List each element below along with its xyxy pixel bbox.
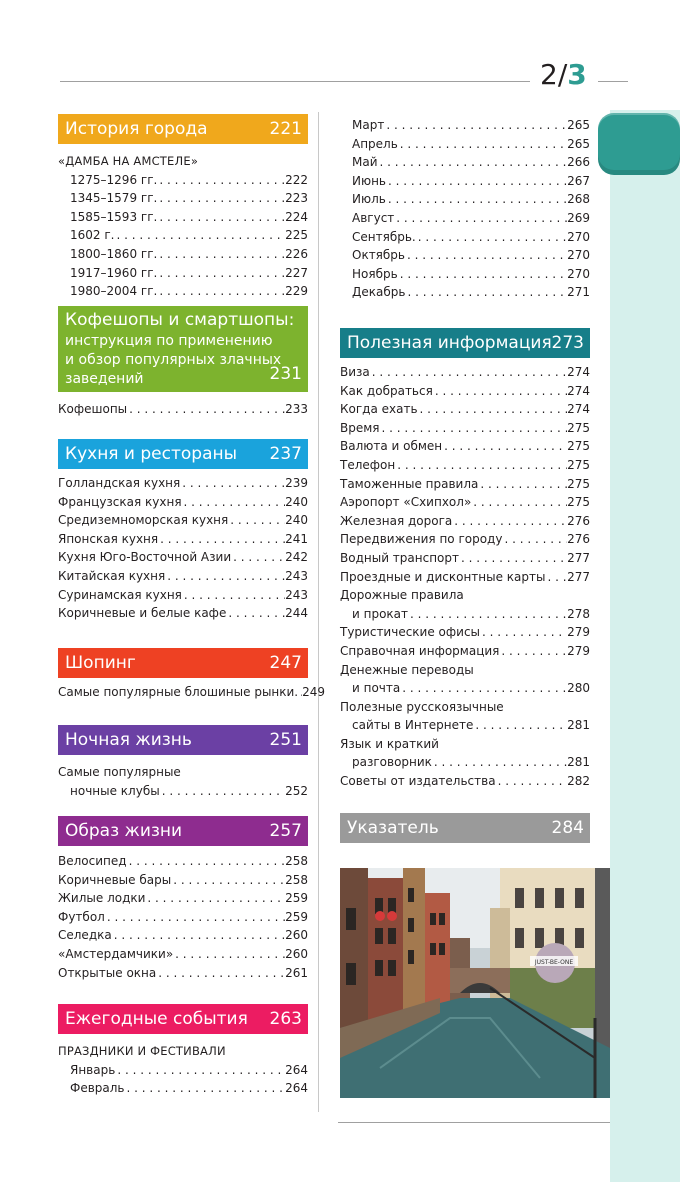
toc-entry-label: 1980–2004 гг. — [70, 284, 158, 299]
toc-entry[interactable] — [58, 1079, 308, 1098]
toc-leader-dots — [384, 116, 567, 135]
toc-entry-page: 227 — [285, 265, 308, 280]
toc-entry[interactable] — [340, 437, 590, 456]
toc-entry-page: 264 — [285, 1081, 308, 1096]
toc-entry-label: Открытые окна — [58, 965, 157, 980]
toc-leader-dots — [473, 716, 567, 735]
toc-entry-page: 258 — [285, 854, 308, 868]
toc-entry-label: Когда ехать — [340, 402, 418, 417]
section-index[interactable]: Указатель 284 — [340, 813, 590, 843]
toc-entry-page: 275 — [567, 420, 590, 435]
toc-leader-dots — [114, 226, 285, 245]
toc-entry-page: 274 — [567, 383, 590, 398]
toc-entry-page: 259 — [285, 891, 308, 906]
toc-entry-label: Июнь — [352, 173, 386, 188]
toc-leader-dots — [370, 363, 567, 382]
useful-money-line: Денежные переводы — [340, 662, 474, 677]
toc-entry-label: Декабрь — [352, 285, 406, 300]
toc-entry[interactable] — [340, 623, 590, 642]
toc-entry-wrap — [340, 753, 590, 772]
toc-entry-label: «Амстердамчики» — [58, 946, 174, 961]
toc-entry[interactable] — [58, 400, 308, 419]
toc-entry-wrap — [340, 772, 590, 791]
toc-entry-label: Апрель — [352, 136, 398, 151]
toc-leader-dots — [180, 474, 285, 493]
toc-entry[interactable] — [58, 282, 308, 301]
toc-entry[interactable] — [58, 586, 308, 605]
toc-leader-dots — [157, 208, 285, 227]
toc-leader-dots — [408, 605, 567, 624]
toc-entry-label: Июль — [352, 192, 386, 207]
history-subtitle: «ДАМБА НА АМСТЕЛЕ» — [58, 154, 199, 168]
toc-leader-dots — [394, 209, 567, 228]
toc-entry[interactable] — [58, 474, 308, 493]
toc-list — [58, 782, 308, 801]
toc-entry-label: Железная дорога — [340, 513, 453, 528]
toc-leader-dots — [442, 437, 567, 456]
toc-entry-page: 260 — [285, 928, 308, 943]
toc-leader-dots — [127, 400, 285, 419]
toc-list — [58, 171, 308, 301]
toc-entry-label: Советы от издательства — [340, 774, 496, 789]
toc-entry-wrap — [340, 716, 590, 735]
canal-photo — [340, 868, 610, 1098]
toc-entry-label: Самые популярные блошиные рынки. — [58, 685, 299, 699]
toc-entry[interactable] — [340, 772, 590, 791]
side-strip — [610, 110, 680, 1182]
toc-entry[interactable] — [58, 964, 308, 983]
photo-sign: JUST-BE-ONE — [534, 959, 574, 966]
toc-leader-dots — [452, 512, 567, 531]
toc-leader-dots — [158, 530, 285, 549]
toc-entry-label: Февраль — [70, 1081, 125, 1096]
header-rule-right — [598, 81, 628, 82]
toc-entry-wrap — [340, 605, 590, 624]
toc-entry-page: 264 — [285, 1062, 308, 1077]
toc-entry-page: 265 — [567, 136, 590, 151]
toc-entry-page: 281 — [567, 755, 590, 770]
section-tab[interactable] — [598, 113, 680, 175]
useful-sites-line: Полезные русскоязычные — [340, 699, 504, 714]
toc-entry[interactable] — [340, 190, 590, 209]
toc-entry[interactable] — [340, 716, 590, 735]
toc-entry-page: 244 — [285, 606, 308, 621]
toc-entry-label: разговорник — [352, 755, 432, 770]
toc-entry-label: Суринамская кухня — [58, 587, 182, 602]
toc-leader-dots — [157, 171, 285, 190]
section-nightlife[interactable]: Ночная жизнь 251 — [58, 725, 308, 755]
toc-entry-label: и почта — [352, 681, 401, 696]
toc-entry-page: 224 — [285, 209, 308, 224]
toc-leader-dots — [405, 246, 567, 265]
toc-entry[interactable] — [58, 852, 308, 871]
toc-entry-label: и прокат — [352, 606, 409, 621]
toc-leader-dots — [157, 189, 285, 208]
toc-entry[interactable] — [340, 530, 590, 549]
toc-entry-page: 241 — [285, 531, 308, 546]
toc-entry[interactable] — [58, 567, 308, 586]
toc-entry-page: 222 — [285, 172, 308, 187]
toc-entry-label: Справочная информация — [340, 643, 500, 658]
toc-leader-dots — [112, 926, 285, 945]
toc-entry[interactable] — [340, 605, 590, 624]
toc-entry-page: 259 — [285, 909, 308, 924]
toc-entry-label: Передвижения по городу — [340, 532, 503, 547]
section-lifestyle[interactable]: Образ жизни 257 — [58, 816, 308, 846]
toc-entry-wrap — [340, 679, 590, 698]
toc-leader-dots — [480, 623, 567, 642]
toc-entry[interactable] — [340, 400, 590, 419]
toc-entry-page: 281 — [567, 718, 590, 733]
toc-entry[interactable] — [340, 283, 590, 302]
toc-entry-label: сайты в Интернете — [352, 718, 474, 733]
toc-leader-dots — [546, 568, 568, 587]
toc-entry[interactable] — [58, 245, 308, 264]
toc-entry-label: 1800–1860 гг. — [70, 246, 158, 261]
toc-leader-dots — [228, 511, 285, 530]
toc-entry-page: 278 — [567, 606, 590, 621]
toc-entry[interactable] — [340, 568, 590, 587]
toc-entry-label: Август — [352, 210, 395, 225]
toc-entry-page: 226 — [285, 246, 308, 261]
toc-entry[interactable] — [58, 889, 308, 908]
toc-entry[interactable] — [340, 265, 590, 284]
useful-lang-line: Язык и краткий — [340, 736, 439, 751]
toc-entry[interactable] — [340, 679, 590, 698]
toc-entry-page: 261 — [285, 965, 308, 980]
toc-entry-label: ночные клубы — [70, 783, 160, 798]
toc-entry-page: 260 — [285, 946, 308, 961]
footer-rule — [338, 1122, 610, 1123]
toc-entry-page: 252 — [285, 783, 308, 798]
toc-entry-label: Аэропорт «Схипхол» — [340, 495, 472, 510]
toc-entry-page: 268 — [567, 192, 590, 207]
toc-entry[interactable] — [340, 512, 590, 531]
section-events[interactable]: Ежегодные события 263 — [58, 1004, 308, 1034]
toc-leader-dots — [160, 782, 285, 801]
toc-entry-page: 243 — [285, 568, 308, 583]
toc-entry[interactable] — [340, 246, 590, 265]
toc-entry[interactable] — [58, 871, 308, 890]
toc-entry-page: 271 — [567, 285, 590, 300]
toc-leader-dots — [105, 908, 285, 927]
toc-entry-label: Сентябрь. — [352, 229, 416, 244]
toc-leader-dots — [171, 871, 285, 890]
toc-leader-dots — [386, 172, 567, 191]
toc-entry-label: Жилые лодки — [58, 891, 146, 906]
toc-entry-label: Туристические офисы — [340, 625, 481, 640]
toc-entry-label: Французская кухня — [58, 494, 182, 509]
toc-entry-page: 229 — [285, 284, 308, 299]
toc-leader-dots — [115, 1061, 285, 1080]
toc-entry-label: Коричневые бары — [58, 872, 172, 887]
toc-entry-label: Китайская кухня — [58, 568, 166, 583]
toc-leader-dots — [433, 382, 567, 401]
toc-entry-page: 270 — [567, 229, 590, 244]
toc-entry[interactable] — [340, 135, 590, 154]
toc-entry-label: Телефон — [340, 457, 396, 472]
toc-entry[interactable] — [58, 604, 308, 623]
page-indicator: 2/3 — [540, 58, 587, 91]
toc-list — [58, 1061, 308, 1098]
toc-entry-label: 1585–1593 гг. — [70, 209, 158, 224]
toc-entry-label: Футбол — [58, 909, 105, 924]
toc-entry-page: 223 — [285, 191, 308, 206]
events-subtitle: ПРАЗДНИКИ И ФЕСТИВАЛИ — [58, 1044, 226, 1058]
left-column — [58, 114, 326, 1096]
toc-leader-dots — [398, 265, 567, 284]
toc-entry-label: Ноябрь — [352, 266, 398, 281]
toc-leader-dots — [432, 753, 567, 772]
toc-entry[interactable] — [58, 926, 308, 945]
toc-entry-page: 266 — [567, 155, 590, 170]
toc-entry-page: 277 — [567, 569, 590, 584]
toc-entry-label: Водный транспорт — [340, 550, 460, 565]
toc-entry[interactable] — [340, 549, 590, 568]
toc-entry-page: 274 — [567, 365, 590, 379]
toc-entry[interactable] — [58, 908, 308, 927]
toc-entry-label: Как добраться — [340, 383, 433, 398]
toc-leader-dots — [145, 889, 285, 908]
toc-list — [58, 852, 308, 982]
toc-entry[interactable] — [340, 209, 590, 228]
toc-entry[interactable] — [58, 264, 308, 283]
toc-entry-label: Голландская кухня — [58, 476, 181, 490]
toc-entry-page: 240 — [285, 494, 308, 509]
toc-entry[interactable] — [58, 226, 308, 245]
toc-entry[interactable] — [58, 1061, 308, 1080]
toc-entry-page: 243 — [285, 587, 308, 602]
toc-leader-dots — [398, 135, 567, 154]
toc-entry[interactable] — [340, 642, 590, 661]
toc-entry-label: Виза — [340, 365, 370, 379]
toc-entry-label: Кофешопы — [58, 402, 128, 416]
toc-entry-label: Коричневые и белые кафе — [58, 606, 227, 621]
toc-leader-dots — [386, 190, 567, 209]
toc-entry[interactable] — [58, 548, 308, 567]
toc-entry-label: 1275–1296 гг. — [70, 172, 158, 187]
toc-entry-page: 242 — [285, 550, 308, 565]
toc-entry-label: Селедка — [58, 928, 112, 943]
toc-entry-label: Таможенные правила — [340, 476, 479, 491]
toc-entry[interactable] — [340, 228, 590, 247]
toc-leader-dots — [173, 945, 285, 964]
toc-entry-label: Проездные и дисконтные карты — [340, 569, 546, 584]
toc-entry[interactable] — [340, 382, 590, 401]
toc-entry[interactable] — [340, 753, 590, 772]
toc-leader-dots — [395, 456, 567, 475]
toc-leader-dots — [165, 567, 285, 586]
toc-entry-label: Май — [352, 155, 378, 170]
toc-entry-label: Время — [340, 420, 380, 435]
toc-entry-label: Японская кухня — [58, 531, 159, 546]
toc-entry-page: 249 — [302, 685, 326, 699]
toc-entry-page: 279 — [567, 625, 590, 640]
toc-entry-page: 280 — [567, 681, 590, 696]
toc-entry-page: 269 — [567, 210, 590, 225]
nightlife-line: Самые популярные — [58, 765, 181, 779]
toc-entry-page: 275 — [567, 457, 590, 472]
toc-leader-dots — [157, 264, 285, 283]
toc-entry-page: 233 — [285, 402, 308, 416]
toc-entry[interactable] — [58, 782, 308, 801]
toc-leader-dots — [231, 548, 285, 567]
toc-entry-page: 277 — [567, 550, 590, 565]
toc-leader-dots — [378, 153, 568, 172]
toc-entry[interactable] — [58, 530, 308, 549]
toc-leader-dots — [156, 964, 285, 983]
toc-entry[interactable] — [340, 475, 590, 494]
toc-leader-dots — [459, 549, 567, 568]
toc-entry-page: 275 — [567, 439, 590, 454]
toc-entry-page: 279 — [567, 643, 590, 658]
toc-entry-page: 270 — [567, 266, 590, 281]
toc-entry-label: Январь — [70, 1062, 116, 1077]
toc-entry-page: 270 — [567, 248, 590, 263]
toc-entry-label: 1917–1960 гг. — [70, 265, 158, 280]
toc-entry[interactable] — [58, 189, 308, 208]
toc-entry-label: Валюта и обмен — [340, 439, 443, 454]
section-kitchen[interactable]: Кухня и рестораны 237 — [58, 439, 308, 469]
toc-leader-dots — [182, 493, 286, 512]
toc-entry-label: 1345–1579 гг. — [70, 191, 158, 206]
toc-entry-page: 258 — [285, 872, 308, 887]
toc-entry[interactable] — [340, 456, 590, 475]
toc-leader-dots — [127, 852, 286, 871]
toc-entry[interactable] — [340, 493, 590, 512]
toc-entry-page: 267 — [567, 173, 590, 188]
toc-leader-dots — [182, 586, 285, 605]
toc-entry[interactable] — [340, 419, 590, 438]
toc-entry-page: 274 — [567, 402, 590, 417]
useful-road-line: Дорожные правила — [340, 588, 464, 603]
toc-entry-label: Октябрь — [352, 248, 405, 263]
toc-leader-dots — [125, 1079, 286, 1098]
toc-leader-dots — [405, 283, 567, 302]
toc-leader-dots — [157, 245, 285, 264]
toc-entry[interactable] — [340, 153, 590, 172]
toc-entry-page: 225 — [285, 228, 308, 243]
toc-leader-dots — [380, 419, 568, 438]
toc-entry-label: Велосипед — [58, 854, 127, 868]
toc-entry[interactable] — [58, 208, 308, 227]
toc-entry-page: 265 — [567, 118, 590, 132]
toc-list — [58, 400, 308, 419]
toc-entry[interactable] — [58, 945, 308, 964]
section-coffee[interactable]: Кофешопы и смартшопы: инструкция по применению и обзор популярных злачных заведений 231 — [58, 306, 308, 392]
header-rule — [60, 81, 530, 82]
toc-entry-page: 282 — [567, 774, 590, 789]
toc-list — [340, 623, 590, 660]
toc-leader-dots — [496, 772, 568, 791]
toc-entry-label: Средиземноморская кухня — [58, 513, 229, 528]
toc-entry-page: 275 — [567, 495, 590, 510]
toc-leader-dots — [418, 400, 568, 419]
toc-entry[interactable] — [58, 171, 308, 190]
toc-entry[interactable] — [340, 363, 590, 382]
toc-list — [340, 363, 590, 586]
toc-entry-page: 275 — [567, 476, 590, 491]
section-shopping[interactable]: Шопинг 247 — [58, 648, 308, 678]
toc-entry-page: 276 — [567, 513, 590, 528]
toc-entry-page: 239 — [285, 476, 308, 490]
toc-entry[interactable] — [340, 116, 590, 135]
toc-entry-label: 1602 г. — [70, 228, 115, 243]
toc-entry[interactable] — [58, 511, 308, 530]
toc-entry[interactable] — [58, 493, 308, 512]
toc-entry-page: 276 — [567, 532, 590, 547]
toc-leader-dots — [157, 282, 285, 301]
right-column — [340, 116, 590, 838]
toc-entry-label: Кухня Юго-Восточной Азии — [58, 550, 232, 565]
section-history[interactable]: История города 221 — [58, 114, 308, 144]
toc-leader-dots — [226, 604, 285, 623]
section-useful[interactable]: Полезная информация 273 — [340, 328, 590, 358]
toc-entry-label: Март — [352, 118, 385, 132]
toc-list — [58, 474, 308, 623]
toc-leader-dots — [471, 493, 567, 512]
toc-entry-page: 240 — [285, 513, 308, 528]
toc-leader-dots — [502, 530, 567, 549]
toc-leader-dots — [499, 642, 567, 661]
toc-leader-dots — [478, 475, 567, 494]
toc-entry[interactable] — [58, 683, 326, 702]
toc-entry[interactable] — [340, 172, 590, 191]
toc-leader-dots — [400, 679, 567, 698]
toc-list — [58, 683, 326, 702]
toc-leader-dots — [416, 228, 567, 247]
toc-list — [340, 116, 590, 302]
column-divider — [318, 112, 319, 1112]
